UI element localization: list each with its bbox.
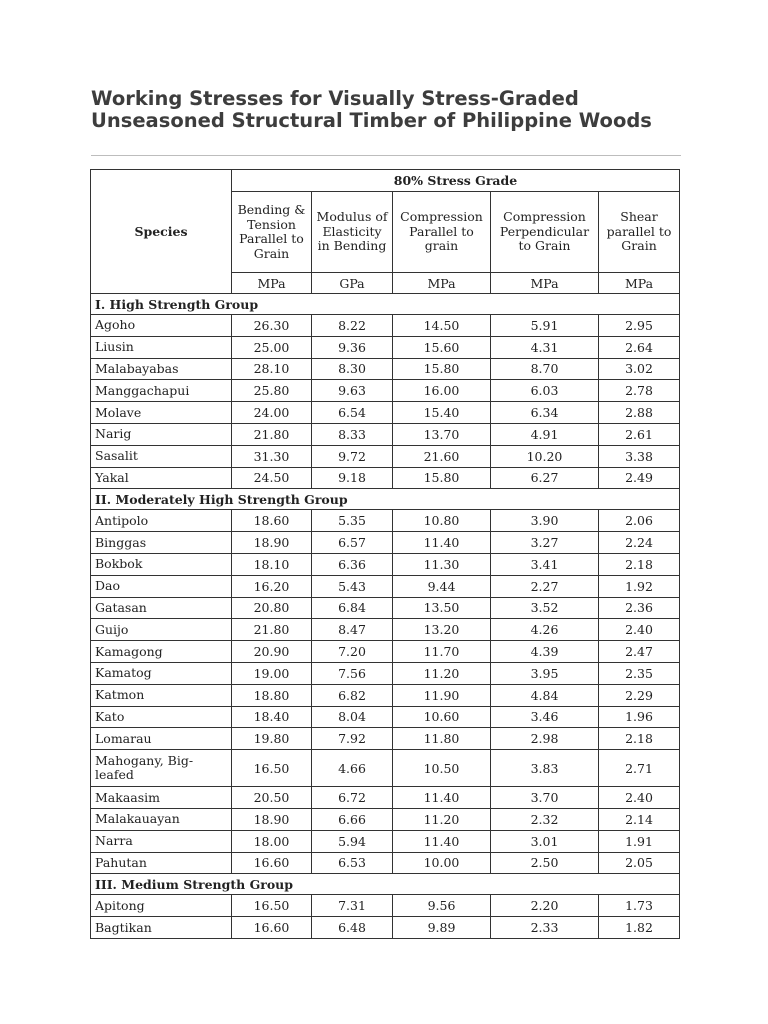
col-header-compression-parallel: Compression Parallel to grain (393, 192, 491, 273)
cell-bending: 26.30 (232, 315, 312, 337)
cell-bending: 18.00 (232, 830, 312, 852)
cell-compression-parallel: 15.80 (393, 467, 491, 489)
table-row (91, 380, 680, 402)
cell-compression-perpendicular: 3.70 (491, 787, 599, 809)
cell-bending: 24.00 (232, 402, 312, 424)
cell-shear: 2.64 (599, 336, 680, 358)
cell-species: Narig (91, 423, 232, 445)
cell-compression-parallel: 11.80 (393, 728, 491, 750)
col-header-shear: Shear parallel to Grain (599, 192, 680, 273)
cell-bending: 16.50 (232, 895, 312, 917)
cell-shear: 2.95 (599, 315, 680, 337)
cell-compression-parallel: 15.40 (393, 402, 491, 424)
cell-modulus: 6.53 (312, 852, 393, 874)
cell-modulus: 7.92 (312, 728, 393, 750)
table-row (91, 423, 680, 445)
cell-shear: 2.88 (599, 402, 680, 424)
cell-bending: 18.90 (232, 808, 312, 830)
cell-bending: 18.90 (232, 532, 312, 554)
cell-compression-perpendicular: 3.83 (491, 750, 599, 787)
table-row (91, 336, 680, 358)
cell-shear: 1.82 (599, 917, 680, 939)
cell-shear: 2.05 (599, 852, 680, 874)
species-column-header: Species (91, 170, 232, 294)
cell-compression-perpendicular: 10.20 (491, 445, 599, 467)
cell-compression-parallel: 13.70 (393, 423, 491, 445)
cell-shear: 1.73 (599, 895, 680, 917)
cell-compression-parallel: 11.20 (393, 808, 491, 830)
cell-compression-perpendicular: 3.27 (491, 532, 599, 554)
cell-species: Pahutan (91, 852, 232, 874)
cell-modulus: 8.33 (312, 423, 393, 445)
table-row (91, 895, 680, 917)
cell-compression-perpendicular: 2.50 (491, 852, 599, 874)
cell-bending: 18.80 (232, 684, 312, 706)
cell-modulus: 7.56 (312, 662, 393, 684)
cell-shear: 2.71 (599, 750, 680, 787)
cell-shear: 2.35 (599, 662, 680, 684)
cell-bending: 28.10 (232, 358, 312, 380)
cell-compression-perpendicular: 4.31 (491, 336, 599, 358)
cell-compression-perpendicular: 2.33 (491, 917, 599, 939)
cell-compression-parallel: 11.90 (393, 684, 491, 706)
cell-species: Malabayabas (91, 358, 232, 380)
cell-species: Malakauayan (91, 808, 232, 830)
cell-shear: 2.40 (599, 619, 680, 641)
cell-bending: 25.00 (232, 336, 312, 358)
cell-modulus: 9.72 (312, 445, 393, 467)
cell-bending: 31.30 (232, 445, 312, 467)
cell-modulus: 8.04 (312, 706, 393, 728)
cell-modulus: 6.57 (312, 532, 393, 554)
cell-compression-parallel: 13.20 (393, 619, 491, 641)
cell-shear: 2.29 (599, 684, 680, 706)
cell-species: Guijo (91, 619, 232, 641)
cell-species: Manggachapui (91, 380, 232, 402)
col-header-modulus: Modulus of Elasticity in Bending (312, 192, 393, 273)
cell-compression-perpendicular: 2.98 (491, 728, 599, 750)
cell-compression-perpendicular: 3.41 (491, 553, 599, 575)
cell-shear: 3.02 (599, 358, 680, 380)
cell-species: Binggas (91, 532, 232, 554)
cell-bending: 19.80 (232, 728, 312, 750)
cell-species: Liusin (91, 336, 232, 358)
cell-species: Yakal (91, 467, 232, 489)
table-row (91, 684, 680, 706)
cell-compression-perpendicular: 6.34 (491, 402, 599, 424)
cell-modulus: 6.36 (312, 553, 393, 575)
cell-compression-parallel: 11.30 (393, 553, 491, 575)
table-row (91, 750, 680, 787)
cell-compression-parallel: 11.20 (393, 662, 491, 684)
cell-modulus: 7.20 (312, 641, 393, 663)
table-row (91, 706, 680, 728)
group-header-row (91, 874, 680, 895)
cell-modulus: 8.47 (312, 619, 393, 641)
cell-shear: 2.47 (599, 641, 680, 663)
cell-species: Antipolo (91, 510, 232, 532)
table-row (91, 917, 680, 939)
table-row (91, 641, 680, 663)
title-divider (91, 155, 681, 156)
cell-bending: 16.20 (232, 575, 312, 597)
cell-species: Kamatog (91, 662, 232, 684)
cell-modulus: 6.66 (312, 808, 393, 830)
working-stress-table (90, 169, 680, 939)
cell-compression-parallel: 11.40 (393, 830, 491, 852)
cell-compression-perpendicular: 3.52 (491, 597, 599, 619)
table-row (91, 808, 680, 830)
cell-species: Bokbok (91, 553, 232, 575)
cell-bending: 20.80 (232, 597, 312, 619)
cell-species: Makaasim (91, 787, 232, 809)
cell-shear: 2.36 (599, 597, 680, 619)
col-header-compression-perpendicular: Compression Perpendicular to Grain (491, 192, 599, 273)
cell-compression-perpendicular: 4.26 (491, 619, 599, 641)
cell-modulus: 5.43 (312, 575, 393, 597)
table-row (91, 787, 680, 809)
table-row (91, 575, 680, 597)
table-row (91, 597, 680, 619)
cell-shear: 1.92 (599, 575, 680, 597)
group-name: I. High Strength Group (91, 294, 680, 315)
cell-species: Dao (91, 575, 232, 597)
cell-compression-parallel: 11.70 (393, 641, 491, 663)
col-header-bending: Bending & Tension Parallel to Grain (232, 192, 312, 273)
table-body (91, 294, 680, 939)
unit-bending: MPa (232, 273, 312, 294)
cell-compression-parallel: 9.56 (393, 895, 491, 917)
cell-compression-parallel: 14.50 (393, 315, 491, 337)
cell-bending: 25.80 (232, 380, 312, 402)
cell-compression-perpendicular: 8.70 (491, 358, 599, 380)
cell-shear: 2.06 (599, 510, 680, 532)
cell-modulus: 8.30 (312, 358, 393, 380)
cell-compression-perpendicular: 4.84 (491, 684, 599, 706)
cell-compression-parallel: 10.00 (393, 852, 491, 874)
table-row (91, 852, 680, 874)
cell-modulus: 9.36 (312, 336, 393, 358)
cell-bending: 16.60 (232, 852, 312, 874)
cell-bending: 18.10 (232, 553, 312, 575)
cell-bending: 21.80 (232, 619, 312, 641)
table-row (91, 467, 680, 489)
cell-species: Molave (91, 402, 232, 424)
cell-shear: 2.78 (599, 380, 680, 402)
cell-bending: 24.50 (232, 467, 312, 489)
cell-compression-parallel: 13.50 (393, 597, 491, 619)
table-row (91, 315, 680, 337)
cell-bending: 16.50 (232, 750, 312, 787)
table-row (91, 358, 680, 380)
table-row (91, 619, 680, 641)
cell-modulus: 6.84 (312, 597, 393, 619)
cell-modulus: 6.82 (312, 684, 393, 706)
cell-compression-parallel: 15.60 (393, 336, 491, 358)
cell-compression-parallel: 10.60 (393, 706, 491, 728)
cell-modulus: 5.94 (312, 830, 393, 852)
stress-grade-header: 80% Stress Grade (232, 170, 680, 192)
cell-shear: 1.96 (599, 706, 680, 728)
cell-modulus: 8.22 (312, 315, 393, 337)
cell-compression-perpendicular: 2.32 (491, 808, 599, 830)
cell-modulus: 9.18 (312, 467, 393, 489)
cell-compression-perpendicular: 6.27 (491, 467, 599, 489)
cell-compression-perpendicular: 3.01 (491, 830, 599, 852)
cell-bending: 18.40 (232, 706, 312, 728)
cell-shear: 2.18 (599, 553, 680, 575)
cell-species: Kato (91, 706, 232, 728)
cell-shear: 2.18 (599, 728, 680, 750)
cell-species: Lomarau (91, 728, 232, 750)
cell-species: Agoho (91, 315, 232, 337)
table-row (91, 662, 680, 684)
cell-shear: 2.61 (599, 423, 680, 445)
document-title: Working Stresses for Visually Stress-Graded Unseasoned Structural Timber of Philippine Woods (91, 87, 652, 132)
cell-modulus: 5.35 (312, 510, 393, 532)
cell-compression-perpendicular: 4.91 (491, 423, 599, 445)
cell-shear: 3.38 (599, 445, 680, 467)
cell-species: Kamagong (91, 641, 232, 663)
cell-bending: 18.60 (232, 510, 312, 532)
table-row (91, 532, 680, 554)
cell-compression-perpendicular: 6.03 (491, 380, 599, 402)
cell-shear: 1.91 (599, 830, 680, 852)
cell-modulus: 7.31 (312, 895, 393, 917)
grade-header-row (91, 170, 680, 192)
table-row (91, 728, 680, 750)
group-header-row (91, 294, 680, 315)
cell-modulus: 9.63 (312, 380, 393, 402)
cell-compression-parallel: 15.80 (393, 358, 491, 380)
cell-shear: 2.40 (599, 787, 680, 809)
cell-bending: 20.90 (232, 641, 312, 663)
unit-compression-perpendicular: MPa (491, 273, 599, 294)
cell-compression-perpendicular: 2.20 (491, 895, 599, 917)
table-row (91, 553, 680, 575)
cell-compression-perpendicular: 3.95 (491, 662, 599, 684)
table-row (91, 402, 680, 424)
table-row (91, 830, 680, 852)
cell-compression-parallel: 10.80 (393, 510, 491, 532)
group-name: III. Medium Strength Group (91, 874, 680, 895)
table-row (91, 510, 680, 532)
cell-species: Bagtikan (91, 917, 232, 939)
cell-species: Sasalit (91, 445, 232, 467)
cell-compression-parallel: 11.40 (393, 532, 491, 554)
cell-compression-perpendicular: 3.46 (491, 706, 599, 728)
unit-shear: MPa (599, 273, 680, 294)
cell-species: Apitong (91, 895, 232, 917)
cell-compression-parallel: 9.44 (393, 575, 491, 597)
cell-species: Katmon (91, 684, 232, 706)
cell-compression-perpendicular: 3.90 (491, 510, 599, 532)
cell-compression-parallel: 11.40 (393, 787, 491, 809)
cell-modulus: 6.48 (312, 917, 393, 939)
cell-species: Mahogany, Big-leafed (91, 750, 232, 787)
cell-shear: 2.24 (599, 532, 680, 554)
cell-compression-perpendicular: 2.27 (491, 575, 599, 597)
cell-compression-perpendicular: 5.91 (491, 315, 599, 337)
cell-compression-parallel: 9.89 (393, 917, 491, 939)
cell-bending: 19.00 (232, 662, 312, 684)
group-name: II. Moderately High Strength Group (91, 489, 680, 510)
unit-compression-parallel: MPa (393, 273, 491, 294)
cell-compression-parallel: 21.60 (393, 445, 491, 467)
group-header-row (91, 489, 680, 510)
cell-species: Narra (91, 830, 232, 852)
cell-modulus: 6.72 (312, 787, 393, 809)
cell-bending: 21.80 (232, 423, 312, 445)
cell-species: Gatasan (91, 597, 232, 619)
cell-compression-perpendicular: 4.39 (491, 641, 599, 663)
cell-bending: 16.60 (232, 917, 312, 939)
cell-compression-parallel: 16.00 (393, 380, 491, 402)
cell-modulus: 4.66 (312, 750, 393, 787)
table-row (91, 445, 680, 467)
cell-compression-parallel: 10.50 (393, 750, 491, 787)
cell-shear: 2.14 (599, 808, 680, 830)
cell-bending: 20.50 (232, 787, 312, 809)
cell-shear: 2.49 (599, 467, 680, 489)
table-header (91, 170, 680, 294)
unit-modulus: GPa (312, 273, 393, 294)
cell-modulus: 6.54 (312, 402, 393, 424)
